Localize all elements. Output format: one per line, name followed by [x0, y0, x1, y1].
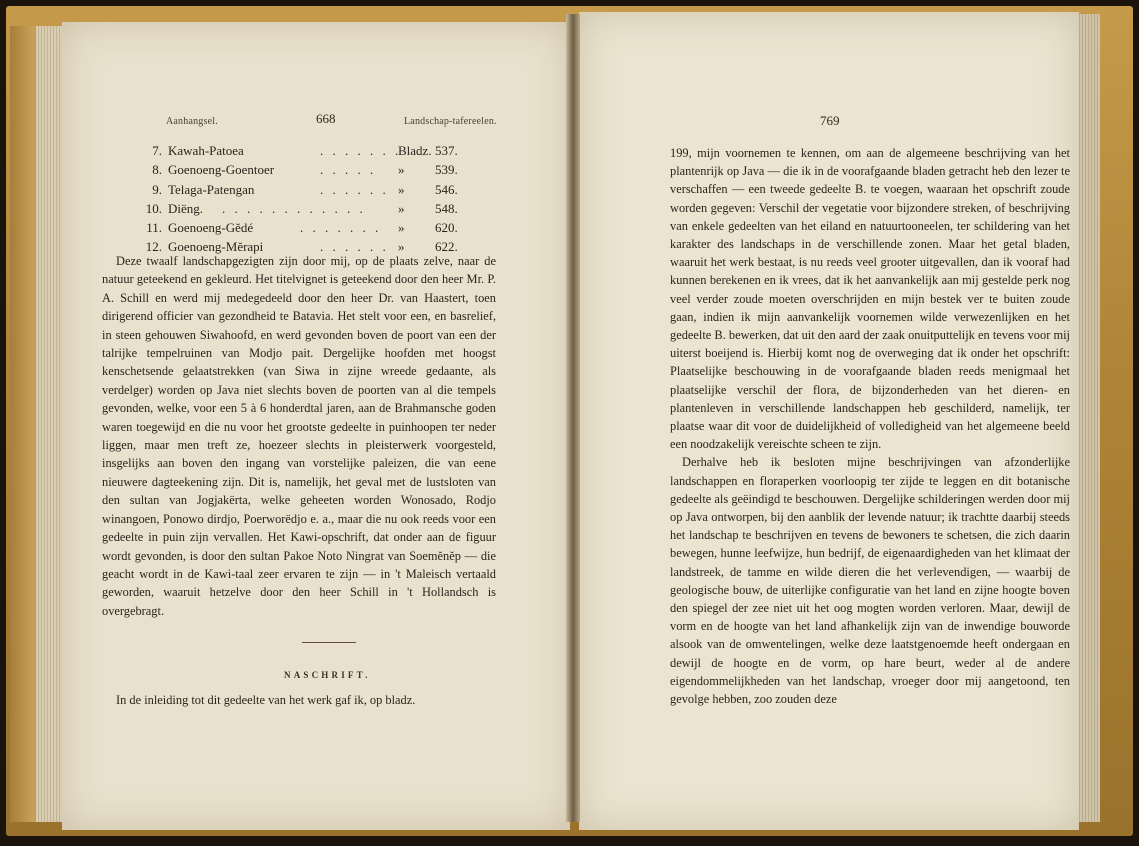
item-page: 539. — [435, 162, 458, 178]
left-page-number: 668 — [316, 111, 336, 126]
right-page-number: 769 — [820, 113, 840, 128]
leader-dots: . . . . . . — [320, 181, 389, 197]
item-number: 12. — [145, 239, 162, 255]
naschrift-paragraph: In de inleiding tot dit gedeelte van het werk gaf ik, op bladz. — [116, 693, 416, 707]
item-page: 546. — [435, 181, 458, 197]
right-page-body — [670, 144, 1070, 708]
running-head-right: Landschap-tafereelen. — [404, 116, 497, 127]
list-item — [140, 160, 460, 179]
item-number: 7. — [152, 143, 162, 158]
item-number: 10. — [145, 200, 162, 216]
book-spine — [566, 14, 580, 822]
leader-dots: . . . . . . . — [320, 143, 402, 158]
body-paragraph: Derhalve heb ik besloten mijne beschrijvingen van afzonderlijke landschappen en floraperken voorloopig ter zijde te leggen en dit botanische gedeelte als geëindigd te beschouwen. Dergelijke schilderingen werden door mij op Java ontworpen, bij den aanblik der levende natuur; ik trachtte daarbij steeds het landschap te beschrijven en tevens de bewoners te schetsen, die zich daarin bewegen, hunne leefwijze, hun bedrijf, de eigenaardigheden van het klimaat der landstreek, de tamme en wilde dieren die het verlevendigen, — waarbij de geologische bouw, de uiterlijke configuratie van het land en zijne hoogte boven den spiegel der zee niet uit het oog mogten worden verloren. Maar, dewijl de vorm en de hoogte van het land afhankelijk zijn van de inwendige bouworde alsook van de omwentelingen, welke deze laatstgenoemde heeft ondergaan en dewijl de hoogte en de vorm, op hare beurt, weder al de andere eigendommelijkheden van het landschap, vroeger door mij aangetoond, ten gevolge hebben, zoo zouden deze — [670, 455, 1070, 707]
leader-dots: . . . . . . — [320, 239, 389, 255]
item-title: Kawah-Patoea — [168, 143, 244, 158]
item-page: 537. — [435, 143, 458, 158]
item-page: 548. — [435, 200, 458, 216]
item-title: Telaga-Patengan — [168, 181, 255, 197]
item-number: 11. — [146, 220, 162, 236]
section-heading: NASCHRIFT. — [284, 670, 371, 680]
plates-list — [140, 141, 460, 257]
body-paragraph: Deze twaalf landschapgezigten zijn door mij, op de plaats zelve, naar de natuur geteekend en gekleurd. Het titelvignet is geteekend door den heer Mr. P. A. Schill en werd mij medegedeeld door den heer Dr. van Haastert, toen dirigerend officier van gezondheid te Batavia. Het stelt voor een, en basrelief, in steen gehouwen Siwahoofd, en werd gevonden boven de poort van een der talrijke tempelruinen van Modjo pait. Dergelijke hoofden met hoogst kenschetsende gelaatstrekken (van Siwa in zijne wreede gedaante, als verdelger) worden op Java niet slechts boven de poorten van al die tempels gevonden, welke, voor een 5 à 6 honderdtal jaren, aan de Brahmansche goden waren toegewijd en die nu voor het grootste gedeelte in puinhoopen ter neder liggen, maar men treft ze, hoezeer slechts in pleisterwerk voorgesteld, insgelijks aan boven den ingang van vorstelijke paleizen, die van eene nieuwere dagteekening zijn. Dit is, namelijk, het geval met de lustsloten van den sultan van Jogjakërta, welke geheeten worden Wonosado, Rodjo winangoen, Ponowo dirdjo, Poerworëdjo e. a., maar die nu ook reeds voor een gedeelte in puin zijn vervallen. Het Kawi-opschrift, dat onder aan de figuur wordt gevonden, is door den sultan Pakoe Noto Ningrat van Soemĕnĕp — die geacht wordt in de Kawi-taal zeer ervaren te zijn — in 't Maleisch vertaald geworden, waaruit hetzelve door den heer Schill in 't Hollandsch is overgebragt. — [102, 254, 496, 618]
list-item — [140, 199, 460, 218]
item-ref: Bladz. — [398, 143, 432, 158]
list-item — [140, 180, 460, 199]
item-title: Diëng. — [168, 200, 204, 216]
item-number: 9. — [152, 181, 162, 197]
item-page: 620. — [435, 220, 458, 236]
leader-dots: . . . . . — [320, 162, 377, 178]
leader-dots: . . . . . . . . . . . . — [222, 200, 366, 216]
item-number: 8. — [152, 162, 162, 178]
item-ref: » — [398, 200, 405, 216]
item-title: Goenoeng-Goentoer — [168, 162, 275, 178]
body-paragraph: 199, mijn voornemen te kennen, om aan de algemeene beschrijving van het plantenrijk op Java — die ik in de voorafgaande bladen getracht heb den lezer te verschaffen — een tweede gedeelte B. te voegen, waaraan het opschrift zoude worden gegeven: Verschil der vegetatie voor bijzondere streken, of beschrijving van enkele gedeelten van het eiland en natuurtooneelen, ter schildering van het karakter des landschaps in de verschillende zonen. Maar het getal bladen, waaruit het werk bestaat, is nu reeds veel grooter uitgevallen, dan ik vooraf had kunnen berekenen en ik vrees, dat ik het aanvankelijk aan mij gestelde perk nog veel verder zoude moeten overschrijden en mijn bestek ver te buiten zoude gaan, indien ik mijn aanvankelijk voornemen wilde verwezenlijken en het gedeelte B. bewerken, dat uit den aard der zaak onuitputtelijk en tevens voor mij uiterst boeijend is. Hierbij komt nog de overweging dat ik onder het opschrift: Plaatselijke beschouwing in de voorafgaande bladen reeds menigmaal het plaatselijke verschil der flora, de bijzonderheden van het dieren- en plantenleven in verschillende landschappen heb geschilderd, namelijk, ter plaatse waar dit voor de duidelijkheid of volledigheid van het algemeene beeld een noodzakelijk vereischte scheen te zijn. — [670, 146, 1070, 452]
item-page: 622. — [435, 239, 458, 255]
section-divider — [302, 642, 356, 643]
item-title: Goenoeng-Mĕrapi — [168, 239, 264, 255]
item-ref: » — [398, 239, 405, 255]
list-item — [140, 218, 460, 237]
item-title: Goenoeng-Gĕdé — [168, 220, 254, 236]
item-ref: » — [398, 162, 405, 178]
item-ref: » — [398, 181, 405, 197]
list-item — [140, 141, 460, 160]
running-head-left: Aanhangsel. — [166, 116, 218, 127]
leader-dots: . . . . . . . — [300, 220, 382, 236]
item-ref: » — [398, 220, 405, 236]
